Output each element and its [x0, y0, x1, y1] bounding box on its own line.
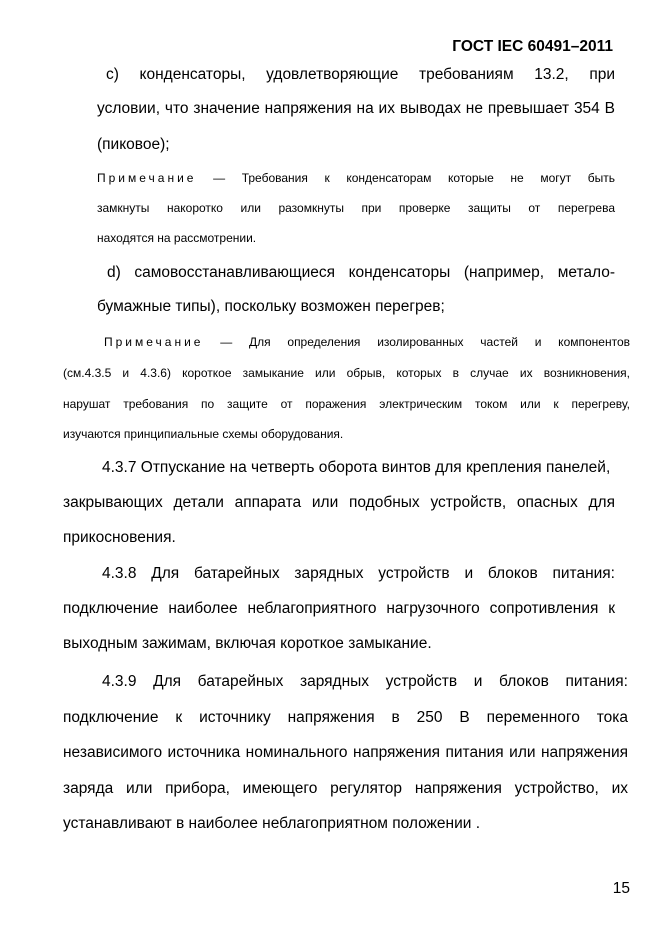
item-c-line-2: условии, что значение напряжения на их выводах не превышает 354 В: [97, 100, 615, 117]
p437-line-2: закрывающих детали аппарата или подобных устройств, опасных для: [63, 494, 615, 511]
p438-line-2: подключение наиболее неблагоприятного нагрузочного сопротивления к: [63, 600, 615, 617]
note-d-line-1-text: — Для определения изолированных частей и компонентов: [203, 335, 630, 349]
document-header: ГОСТ IEC 60491–2011: [452, 38, 613, 55]
p438-line-1: 4.3.8 Для батарейных зарядных устройств и блоков питания:: [102, 565, 615, 582]
note-c-line-2: замкнуты накоротко или разомкнуты при проверке защиты от перегрева: [97, 201, 615, 215]
note-c-line-3: находятся на рассмотрении.: [97, 231, 257, 245]
item-d-line-1: d) самовосстанавливающиеся конденсаторы (например, метало-: [107, 264, 615, 281]
note-d-line-3: нарушат требования по защите от поражения электрическим током или к перегреву,: [63, 397, 630, 411]
page-number: 15: [612, 880, 630, 897]
p438-line-3: выходным зажимам, включая короткое замыкание.: [63, 635, 432, 652]
p439-line-5: устанавливают в наиболее неблагоприятном положении .: [63, 815, 481, 832]
p437-line-3: прикосновения.: [63, 529, 176, 546]
p439-line-1: 4.3.9 Для батарейных зарядных устройств и блоков питания:: [102, 673, 628, 690]
item-c-line-1: c) конденсаторы, удовлетворяющие требованиям 13.2, при: [106, 66, 615, 83]
note-d-line-1: [104, 335, 630, 349]
p439-line-3: независимого источника номинального напряжения питания или напряжения: [63, 744, 628, 761]
p437-line-1: 4.3.7 Отпускание на четверть оборота винтов для крепления панелей,: [102, 459, 611, 476]
note-d-label: Примечание: [104, 335, 204, 349]
note-d-line-2: (см.4.3.5 и 4.3.6) короткое замыкание или обрыв, которых в случае их возникновения,: [63, 366, 630, 380]
note-c-line-1: [97, 171, 615, 185]
item-c-line-3: (пиковое);: [97, 136, 170, 153]
p439-line-2: подключение к источнику напряжения в 250 В переменного тока: [63, 709, 628, 726]
note-d-line-4: изучаются принципиальные схемы оборудования.: [63, 427, 344, 441]
item-d-line-2: бумажные типы), поскольку возможен перегрев;: [97, 298, 445, 315]
note-c-line-1-text: — Требования к конденсаторам которые не могут быть: [196, 171, 615, 185]
p439-line-4: заряда или прибора, имеющего регулятор напряжения устройство, их: [63, 780, 628, 797]
note-c-label: Примечание: [97, 171, 197, 185]
